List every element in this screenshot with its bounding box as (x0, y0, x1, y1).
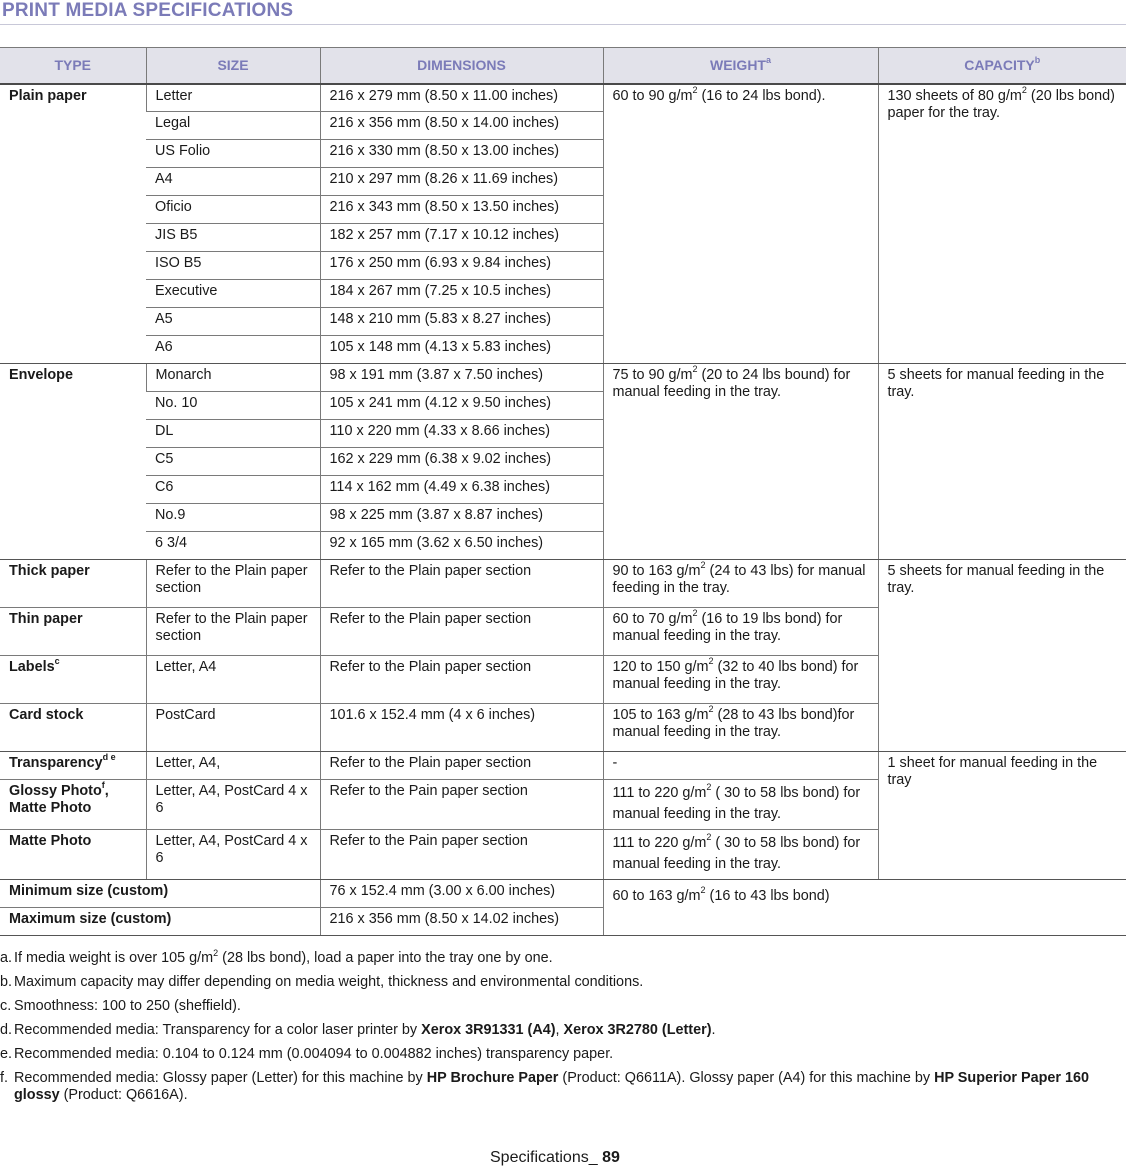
dimensions-cell: 182 x 257 mm (7.17 x 10.12 inches) (320, 224, 603, 252)
footnote-a: a. If media weight is over 105 $g/m^2$ (28 lbs bond), load a paper into the tray one by one. (0, 948, 553, 966)
page-number: 89 (602, 1149, 620, 1166)
size-cell: Letter, A4, PostCard 4 x 6 (146, 830, 320, 880)
footnote-e: e. Recommended media: 0.104 to 0.124 mm (0.004094 to 0.004882 inches) transparency paper. (0, 1046, 614, 1062)
media-spec-table (0, 47, 1126, 936)
weight-cell: 111 to 220 $g/m^2$ ( 30 to 58 lbs bond) for manual feeding in the tray. (603, 830, 878, 880)
size-cell: Letter (146, 84, 320, 112)
weight-cell: 111 to 220 $g/m^2$ ( 30 to 58 lbs bond) for manual feeding in the tray. (603, 780, 878, 830)
header-weight: WEIGHT$^a$ (603, 48, 878, 84)
dimensions-cell: 162 x 229 mm (6.38 x 9.02 inches) (320, 448, 603, 476)
capacity-special-media: 5 sheets for manual feeding in the tray. (878, 560, 1126, 752)
capacity-photo-media: 1 sheet for manual feeding in the tray (878, 752, 1126, 880)
size-cell: C6 (146, 476, 320, 504)
footnote-d: d. Recommended media: Transparency for a color laser printer by Xerox 3R91331 (A4), Xerox 3R2780 (Letter). (0, 1022, 716, 1038)
size-cell: US Folio (146, 140, 320, 168)
size-cell: Letter, A4 (146, 656, 320, 704)
type-envelope: Envelope (0, 364, 146, 560)
footnote-f: f. Recommended media: Glossy paper (Letter) for this machine by HP Brochure Paper (Product: Q6611A). Glossy paper (A4) for this machine by HP Superior Paper 160 glossy (Product: Q6616A). (0, 1070, 1089, 1103)
type-thick-paper: Thick paper (0, 560, 146, 608)
size-cell: Refer to the Plain paper section (146, 608, 320, 656)
size-cell: C5 (146, 448, 320, 476)
page-footer: Specifications_ 89 (490, 1149, 620, 1166)
dimensions-cell: Refer to the Pain paper section (320, 780, 603, 830)
size-cell: A5 (146, 308, 320, 336)
dimensions-cell: 101.6 x 152.4 mm (4 x 6 inches) (320, 704, 603, 752)
table-row (0, 84, 1126, 112)
header-size: SIZE (146, 48, 320, 84)
weight-cell: 105 to 163 $g/m^2$ (28 to 43 lbs bond)for manual feeding in the tray. (603, 704, 878, 752)
size-cell: Oficio (146, 196, 320, 224)
table-row (0, 560, 1126, 608)
table-header-row (0, 48, 1126, 84)
weight-cell: - (603, 752, 878, 780)
size-cell: A4 (146, 168, 320, 196)
header-type: TYPE (0, 48, 146, 84)
dimensions-cell: 105 x 148 mm (4.13 x 5.83 inches) (320, 336, 603, 364)
size-cell: Monarch (146, 364, 320, 392)
dimensions-cell: Refer to the Plain paper section (320, 752, 603, 780)
size-cell: Legal (146, 112, 320, 140)
dimensions-cell: 216 x 330 mm (8.50 x 13.00 inches) (320, 140, 603, 168)
size-cell: JIS B5 (146, 224, 320, 252)
dimensions-cell: 216 x 343 mm (8.50 x 13.50 inches) (320, 196, 603, 224)
size-cell: Refer to the Plain paper section (146, 560, 320, 608)
dimensions-cell: 148 x 210 mm (5.83 x 8.27 inches) (320, 308, 603, 336)
dimensions-cell: 216 x 356 mm (8.50 x 14.02 inches) (320, 908, 603, 936)
weight-plain-paper: 60 to 90 $g/m^2$ (16 to 24 lbs bond). (603, 84, 878, 364)
footnote-b: b. Maximum capacity may differ depending on media weight, thickness and environmental conditions. (0, 974, 644, 990)
table-row (0, 880, 1126, 908)
size-cell: No. 10 (146, 392, 320, 420)
capacity-envelope: 5 sheets for manual feeding in the tray. (878, 364, 1126, 560)
weight-cell: 90 to 163 $g/m^2$ (24 to 43 lbs) for manual feeding in the tray. (603, 560, 878, 608)
dimensions-cell: 210 x 297 mm (8.26 x 11.69 inches) (320, 168, 603, 196)
dimensions-cell: 176 x 250 mm (6.93 x 9.84 inches) (320, 252, 603, 280)
size-cell: Letter, A4, (146, 752, 320, 780)
dimensions-cell: Refer to the Plain paper section (320, 656, 603, 704)
dimensions-cell: 76 x 152.4 mm (3.00 x 6.00 inches) (320, 880, 603, 908)
dimensions-cell: 216 x 279 mm (8.50 x 11.00 inches) (320, 84, 603, 112)
dimensions-cell: 110 x 220 mm (4.33 x 8.66 inches) (320, 420, 603, 448)
size-cell: Letter, A4, PostCard 4 x 6 (146, 780, 320, 830)
type-maximum-size: Maximum size (custom) (0, 908, 320, 936)
size-cell: 6 3/4 (146, 532, 320, 560)
table-row (0, 752, 1126, 780)
type-plain-paper: Plain paper (0, 84, 146, 364)
dimensions-cell: 216 x 356 mm (8.50 x 14.00 inches) (320, 112, 603, 140)
dimensions-cell: Refer to the Plain paper section (320, 608, 603, 656)
type-glossy-photo: Glossy Photo$^f$, Matte Photo (0, 780, 146, 830)
footnotes (0, 950, 1110, 1111)
table-row (0, 364, 1126, 392)
size-cell: No.9 (146, 504, 320, 532)
size-cell: ISO B5 (146, 252, 320, 280)
weight-cell: 60 to 70 $g/m^2$ (16 to 19 lbs bond) for manual feeding in the tray. (603, 608, 878, 656)
size-cell: PostCard (146, 704, 320, 752)
dimensions-cell: 98 x 191 mm (3.87 x 7.50 inches) (320, 364, 603, 392)
type-card-stock: Card stock (0, 704, 146, 752)
header-dimensions: DIMENSIONS (320, 48, 603, 84)
dimensions-cell: 184 x 267 mm (7.25 x 10.5 inches) (320, 280, 603, 308)
header-capacity: CAPACITY$^b$ (878, 48, 1126, 84)
type-transparency: Transparency$^{d e}$ (0, 752, 146, 780)
capacity-plain-paper: 130 sheets of 80 $g/m^2$ (20 lbs bond) paper for the tray. (878, 84, 1126, 364)
dimensions-cell: 92 x 165 mm (3.62 x 6.50 inches) (320, 532, 603, 560)
type-minimum-size: Minimum size (custom) (0, 880, 320, 908)
weight-envelope: 75 to 90 $g/m^2$ (20 to 24 lbs bound) for manual feeding in the tray. (603, 364, 878, 560)
type-matte-photo: Matte Photo (0, 830, 146, 880)
dimensions-cell: 114 x 162 mm (4.49 x 6.38 inches) (320, 476, 603, 504)
page-title: PRINT MEDIA SPECIFICATIONS (2, 0, 294, 21)
dimensions-cell: Refer to the Plain paper section (320, 560, 603, 608)
size-cell: DL (146, 420, 320, 448)
dimensions-cell: 105 x 241 mm (4.12 x 9.50 inches) (320, 392, 603, 420)
title-divider (0, 24, 1126, 25)
weight-cell: 120 to 150 $g/m^2$ (32 to 40 lbs bond) for manual feeding in the tray. (603, 656, 878, 704)
weight-custom-size: 60 to 163 $g/m^2$ (16 to 43 lbs bond) (603, 880, 1126, 936)
size-cell: Executive (146, 280, 320, 308)
dimensions-cell: Refer to the Pain paper section (320, 830, 603, 880)
type-thin-paper: Thin paper (0, 608, 146, 656)
dimensions-cell: 98 x 225 mm (3.87 x 8.87 inches) (320, 504, 603, 532)
size-cell: A6 (146, 336, 320, 364)
footnote-c: c. Smoothness: 100 to 250 (sheffield). (0, 998, 241, 1014)
type-labels: Labels$^c$ (0, 656, 146, 704)
